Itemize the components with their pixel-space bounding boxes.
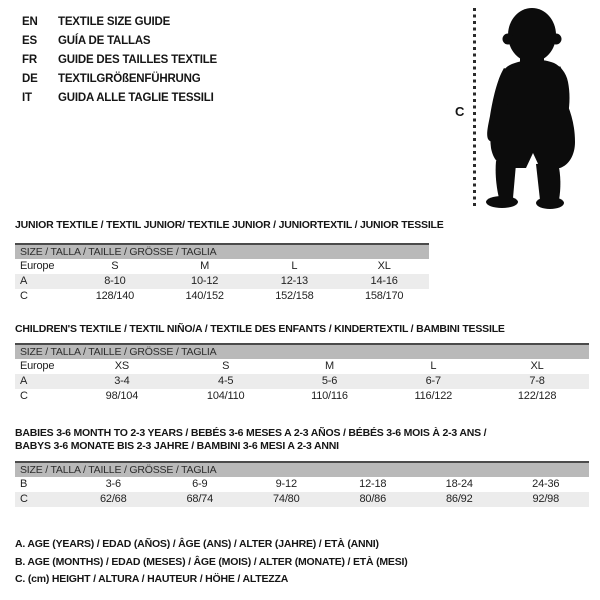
row-label: A <box>20 375 28 387</box>
babies-table-title <box>15 427 486 452</box>
size-cell: 158/170 <box>364 290 404 302</box>
size-cell: 4-5 <box>218 375 234 387</box>
size-cell: 24-36 <box>532 478 560 490</box>
size-cell: 6-7 <box>425 375 441 387</box>
row-label: C <box>20 390 28 402</box>
table-row <box>15 477 589 492</box>
size-header-band: SIZE / TALLA / TAILLE / GRÖSSE / TAGLIA <box>15 345 589 359</box>
table-row <box>15 259 429 274</box>
language-code: DE <box>22 73 38 85</box>
size-cell: 3-4 <box>114 375 130 387</box>
table-title-line: BABYS 3-6 MONATE BIS 2-3 JAHRE / BAMBINI 3-6 MESI A 2-3 ANNI <box>15 439 339 452</box>
language-row <box>22 70 217 89</box>
size-cell: 6-9 <box>192 478 208 490</box>
size-cell: 122/128 <box>517 390 557 402</box>
table-row <box>15 359 589 374</box>
height-measure-label: C <box>455 104 465 119</box>
language-row <box>22 13 217 32</box>
language-row <box>22 51 217 70</box>
size-cell: 18-24 <box>445 478 473 490</box>
size-cell: 62/68 <box>99 493 127 505</box>
row-label: C <box>20 290 28 302</box>
size-cell: 12-18 <box>359 478 387 490</box>
junior-size-table <box>15 243 429 304</box>
size-cell: 86/92 <box>445 493 473 505</box>
language-code: ES <box>22 35 37 47</box>
row-label: C <box>20 493 28 505</box>
size-cell: 116/122 <box>414 390 453 402</box>
size-cell: S <box>222 360 230 372</box>
size-cell: 110/116 <box>311 390 348 402</box>
size-cell: 140/152 <box>185 290 224 302</box>
size-cell: 7-8 <box>529 375 545 387</box>
size-cell: 80/86 <box>359 493 387 505</box>
legend-footnotes <box>15 536 408 589</box>
footnote-c: C. (cm) HEIGHT / ALTURA / HAUTEUR / HÖHE / ALTEZZA <box>15 573 289 585</box>
size-cell: 9-12 <box>275 478 297 490</box>
row-label: Europe <box>20 260 55 272</box>
table-row <box>15 274 429 289</box>
language-row <box>22 89 217 108</box>
language-title: GUIDA ALLE TAGLIE TESSILI <box>58 92 214 104</box>
table-title-line: JUNIOR TEXTILE / TEXTIL JUNIOR/ TEXTILE JUNIOR / JUNIORTEXTIL / JUNIOR TESSILE <box>15 219 444 231</box>
size-cell: L <box>430 360 437 372</box>
size-cell: 92/98 <box>532 493 560 505</box>
babies-size-table <box>15 461 589 507</box>
language-code: IT <box>22 92 32 104</box>
language-code: EN <box>22 16 38 28</box>
size-cell: XL <box>377 260 391 272</box>
language-code: FR <box>22 54 37 66</box>
row-label: Europe <box>20 360 55 372</box>
row-label: A <box>20 275 28 287</box>
size-cell: 14-16 <box>370 275 398 287</box>
size-cell: 104/110 <box>206 390 245 402</box>
table-row <box>15 492 589 507</box>
table-row <box>15 389 589 404</box>
size-cell: 74/80 <box>272 493 300 505</box>
size-header-band: SIZE / TALLA / TAILLE / GRÖSSE / TAGLIA <box>15 245 429 259</box>
baby-silhouette-icon <box>482 6 587 210</box>
table-title-line: BABIES 3-6 MONTH TO 2-3 YEARS / BEBÉS 3-6 MESES A 2-3 AÑOS / BÉBÉS 3-6 MOIS À 2-3 ANS / <box>15 427 487 439</box>
language-title: TEXTILGRÖßENFÜHRUNG <box>58 73 201 85</box>
height-measure-dotted-line <box>473 8 476 208</box>
language-title-list <box>22 13 217 108</box>
size-cell: 5-6 <box>321 375 338 387</box>
size-header-band: SIZE / TALLA / TAILLE / GRÖSSE / TAGLIA <box>15 463 589 477</box>
children-table-rows <box>15 359 589 404</box>
language-title: GUÍA DE TALLAS <box>58 35 151 47</box>
size-cell: XL <box>530 360 544 372</box>
table-title-line: CHILDREN'S TEXTILE / TEXTIL NIÑO/A / TEXTILE DES ENFANTS / KINDERTEXTIL / BAMBINI TESSILE <box>15 323 505 335</box>
junior-table-title <box>15 219 444 232</box>
size-cell: M <box>200 260 210 272</box>
footnote-b: B. AGE (MONTHS) / EDAD (MESES) / ÂGE (MOIS) / ALTER (MONATE) / ETÀ (MESI) <box>15 555 408 568</box>
size-cell: 98/104 <box>105 390 139 402</box>
babies-table-rows <box>15 477 589 507</box>
table-row <box>15 374 589 389</box>
size-cell: XS <box>114 360 130 372</box>
size-cell: 3-6 <box>105 478 121 490</box>
size-cell: 8-10 <box>104 275 126 287</box>
size-cell: 12-13 <box>280 275 308 287</box>
language-title: GUIDE DES TAILLES TEXTILE <box>58 54 217 66</box>
children-size-table <box>15 343 589 404</box>
junior-table-rows <box>15 259 429 304</box>
size-cell: 10-12 <box>191 275 219 287</box>
footnote-a: A. AGE (YEARS) / EDAD (AÑOS) / ÂGE (ANS) / ALTER (JAHRE) / ETÀ (ANNI) <box>15 538 379 550</box>
size-cell: 68/74 <box>186 493 214 505</box>
language-title: TEXTILE SIZE GUIDE <box>58 16 171 28</box>
size-cell: 152/158 <box>275 290 314 302</box>
size-cell: S <box>111 260 119 272</box>
size-cell: L <box>291 260 298 272</box>
children-table-title <box>15 323 505 336</box>
size-cell: M <box>325 360 334 372</box>
row-label: B <box>20 478 28 490</box>
language-row <box>22 32 217 51</box>
table-row <box>15 289 429 304</box>
size-cell: 128/140 <box>95 290 135 302</box>
